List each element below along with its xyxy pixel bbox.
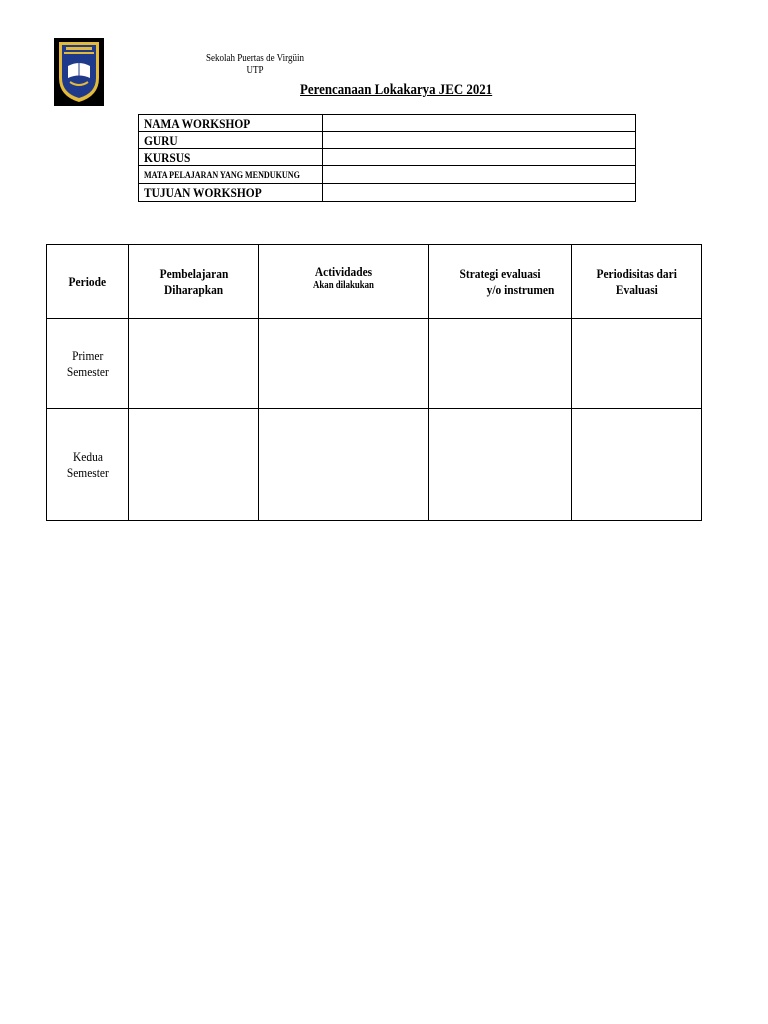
info-row-mata-pelajaran [139,166,636,184]
workshop-info-table [138,114,636,202]
info-value-field[interactable] [323,115,636,132]
cell-pembelajaran[interactable] [129,409,259,521]
cell-periodisitas[interactable] [572,409,702,521]
info-value-field[interactable] [323,149,636,166]
table-row [47,319,702,409]
info-value-field[interactable] [323,166,636,184]
header-pembelajaran: Pembelajaran Diharapkan [129,245,259,319]
table-row [47,409,702,521]
info-value-field[interactable] [323,132,636,149]
header-periode: Periode [47,245,129,319]
planning-header-row [47,245,702,319]
info-label: TUJUAN WORKSHOP [139,184,323,202]
cell-strategi[interactable] [429,319,572,409]
cell-actividades[interactable] [259,319,429,409]
info-label: MATA PELAJARAN YANG MENDUKUNG [139,166,323,184]
school-name-line2: UTP [246,64,264,76]
info-row-tujuan-workshop [139,184,636,202]
cell-pembelajaran[interactable] [129,319,259,409]
header-strategi-evaluasi: Strategi evaluasi y/o instrumen [429,245,572,319]
info-row-kursus [139,149,636,166]
info-row-nama-workshop [139,115,636,132]
header-periodisitas: Periodisitas dari Evaluasi [572,245,702,319]
period-label-primer: Primer Semester [47,319,129,409]
header-actividades: Actividades Akan dilakukan [259,245,429,319]
document-title: Perencanaan Lokakarya JEC 2021 [300,82,493,98]
cell-actividades[interactable] [259,409,429,521]
info-value-field[interactable] [323,184,636,202]
info-label: KURSUS [139,149,323,166]
info-row-guru [139,132,636,149]
planning-table [46,244,702,521]
school-name-line1: Sekolah Puertas de Virgüin [205,52,305,64]
cell-strategi[interactable] [429,409,572,521]
info-label: GURU [139,132,323,149]
info-label: NAMA WORKSHOP [139,115,323,132]
school-crest-icon [54,38,104,106]
school-name [177,52,333,76]
cell-periodisitas[interactable] [572,319,702,409]
period-label-kedua: Kedua Semester [47,409,129,521]
